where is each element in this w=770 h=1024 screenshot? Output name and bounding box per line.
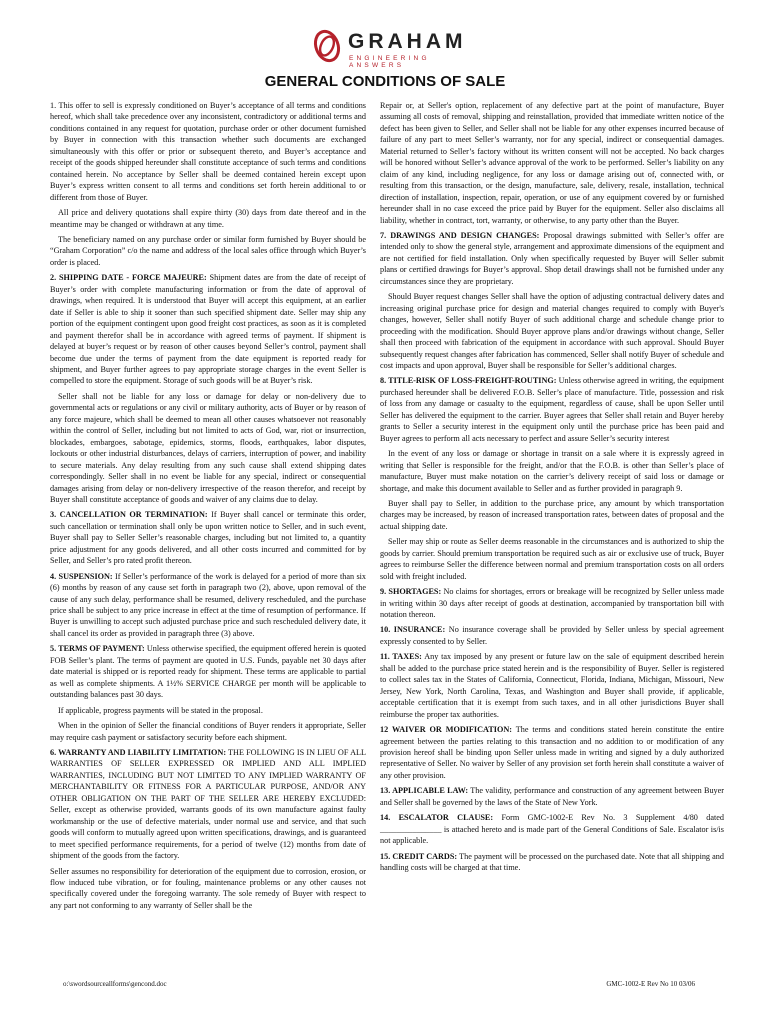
clause-text: No claims for shortages, errors or breakage will be recognized by Seller unless made in writing within 30 days after receipt of goods at destination, accompanied by transportation bill with notation thereon. <box>380 587 724 620</box>
clause-paragraph <box>380 498 724 532</box>
clause-text: Seller may ship or route as Seller deems reasonable in the circumstances and is authorized to ship the goods by carrier. Should premium transportation be required such as air or exclusive use of truck, Buyer agrees to reimburse Seller the difference between normal and premium transportation costs on all orders sold with freight included. <box>380 537 724 581</box>
clause-text: The terms and conditions stated herein constitute the entire agreement between the parties relating to this transaction and no addition to or modification of any provision hereof shall be binding upon Seller unless made in writing and signed by a duly authorized representative of Seller. No waiver by Seller of any provision set forth herein shall constitute a waiver of any other provision. <box>380 725 724 780</box>
clause-paragraph <box>50 391 366 506</box>
clause-text: The beneficiary named on any purchase order or similar form furnished by Buyer should be “Graham Corporation” c/o the name and address of the local sales office through which Buyer’s order is placed. <box>50 234 366 267</box>
clause-heading: 10. INSURANCE: <box>380 625 446 635</box>
clause-text: Any tax imposed by any present or future law on the sale of equipment described herein shall be added to the purchase price stated herein and is the responsibility of Buyer. Seller is registered to collect sales tax in the States of California, Connecticut, Florida, Indiana, Michigan, Missouri, New Jersey, New York, North Carolina, Texas, and Washington and Buyer shall provide, if applicable, acceptable certification that it is exempt from such taxes, and in all other jurisdictions Buyer shall reimburse the proper tax authorities. <box>380 652 724 719</box>
clause-heading: 4. SUSPENSION: <box>50 571 113 581</box>
clause-text: The payment will be processed on the purchased date. Note that all shipping and handling costs will be charged at that time. <box>380 851 724 873</box>
clause-heading: 5. TERMS OF PAYMENT: <box>50 644 145 654</box>
page-title: GENERAL CONDITIONS OF SALE <box>264 73 506 90</box>
clause-text: If Buyer shall cancel or terminate this order, such cancellation or termination shall only be upon written notice to Seller, and in such event, Buyer shall pay to Seller Seller’s reasonable charges, including but not limited to, a quantity price adjustment for any goods delivered, and all other costs incurred and committed for by Seller, and Seller’s pro rated profit thereon. <box>50 510 366 566</box>
clause-paragraph <box>50 234 366 268</box>
clause-heading: 9. SHORTAGES: <box>380 587 442 597</box>
clause-paragraph <box>380 651 724 720</box>
clause-paragraph <box>380 375 724 444</box>
clause-paragraph <box>380 230 724 287</box>
clause-heading: 15. CREDIT CARDS: <box>380 851 458 861</box>
clause-paragraph <box>380 812 724 846</box>
clause-paragraph <box>380 851 724 874</box>
clause-paragraph <box>50 720 366 743</box>
clause-text: Seller shall not be liable for any loss or damage for delay or non-delivery due to governmental acts or regulations or any civil or military authority, acts of Buyer or by reason of any force majeure, which shall be deemed to mean all other causes whatsoever not reasonably within the control of Seller, including but not limited to acts of God, war, riot or insurrection, blockades, embargoes, sabotage, epidemics, storms, floods, earthquakes, labor disputes, lockouts or other industrial disturbances, delays of carriers, interruption of power, and inability to secure materials. Any delay resulting from any such cause shall extend shipping dates correspondingly. Seller shall in no event be liable for any special, indirect or consequential damages arising from delay or non-delivery irrespective of the reason therefor, and receipt by Buyer shall constitute acceptance of goods and waiver of any claims due to delay. <box>50 391 366 504</box>
clause-paragraph <box>50 207 366 230</box>
clause-paragraph <box>380 785 724 808</box>
clause-paragraph <box>380 586 724 620</box>
company-name: GRAHAM <box>348 30 467 53</box>
clause-heading: 12 WAIVER OR MODIFICATION: <box>380 725 512 735</box>
clause-paragraph <box>380 724 724 781</box>
clause-paragraph <box>50 747 366 862</box>
clause-text: Unless otherwise agreed in writing, the equipment purchased hereunder shall be delivered F.O.B. Seller’s place of manufacture. Title, possession and risk of loss from any damage or casualty to the equipment, regardless of cause, shall be upon Seller until Seller has delivered the equipment to the carrier. Buyer agrees that Seller shall retain and Buyer hereby grants to Seller a security interest in the equipment only until the purchase price has been paid and Buyer agrees to perform all acts necessary to perfect and assure Seller’s security interest <box>380 376 724 443</box>
clause-heading: 6. WARRANTY AND LIABILITY LIMITATION: <box>50 748 227 758</box>
clause-paragraph <box>50 272 366 387</box>
clause-text: Repair or, at Seller's option, replacement of any defective part at the point of manufacture, Buyer assuming all costs of removal, shipping and reinstallation, provided that immediate written notice of the defect has been given to Seller, and Seller shall not be liable for any other expenses incurred because of failure of any part to meet Seller’s warranty, nor for any special, indirect or consequential damages. Material returned to Seller’s factory without its written consent will not be accepted. No back charges will be honored without Seller’s advance approval of the work to be performed. Seller’s liability on any claim of any kind, including negligence, for any loss or damage arising out of, connected with, or resulting from this transaction, or the design, manufacture, sale, delivery, resale, installation, technical direction of installation, inspection, repair, operation, or use of any equipment covered by or furnished hereunder shall in no case exceed the price paid by Buyer for the equipment. Seller also disclaims all liability, whether in contract, tort, warranty, or otherwise, to any party other than the Buyer. <box>380 101 724 225</box>
footer-form-number: GMC-1002-E Rev No 10 03/06 <box>606 980 695 988</box>
graham-swirl-icon <box>312 26 342 66</box>
clause-heading: 2. SHIPPING DATE - FORCE MAJEURE: <box>50 273 207 283</box>
clause-text: Form GMC-1002-E Rev No. 3 Supplement 4/80 dated _______________ is attached hereto and is made part of the General Conditions of Sale. Escalator is/is not applicable. <box>380 813 724 846</box>
clause-heading: 13. APPLICABLE LAW: <box>380 786 469 796</box>
clause-heading: 11. TAXES: <box>380 652 422 662</box>
clause-text: When in the opinion of Seller the financial conditions of Buyer renders it appropriate, Seller may require cash payment or satisfactory security before each shipment. <box>50 721 366 742</box>
clause-text: Shipment dates are from the date of receipt of Buyer’s order with complete manufacturing information or from the date of approval of drawings, when required. It is understood that Buyer will accept this equipment, at an earlier date if Seller is able to ship it sooner than such specified shipment date. Seller may ship any portion of the equipment contingent upon good freight cost practices, as soon as it is completed and payment therefor shall be in accordance with agreed terms of payment. If shipment is delayed at buyer’s request or by reason of other causes beyond Seller’s control, payment shall become due under the terms of payment from the date equipment is reported ready for shipment, and Buyer further agrees to pay appropriate storage charges in the event Seller is compelled to store the equipment. Storage of such goods will be at Buyer’s risk. <box>50 273 367 386</box>
clause-paragraph <box>50 509 366 566</box>
clause-text: The validity, performance and construction of any agreement between Buyer and Seller shall be governed by the laws of the State of New York. <box>380 786 724 807</box>
clause-text: If Seller’s performance of the work is delayed for a period of more than six (6) months by reason of any cause set forth in paragraph two (2), above, upon removal of the cause of any such delay, performance shall be resumed, delivery rescheduled, and the purchase price shall be subject to any price increase in effect at the time of resumption of performance. If Buyer is unwilling to accept such adjusted purchase price and such rescheduled delivery date, it shall cancel its order as provided in paragraph three (3) above. <box>50 571 366 638</box>
clause-paragraph <box>380 291 724 371</box>
clause-text: Unless otherwise specified, the equipment offered herein is quoted FOB Seller’s plant. The terms of payment are quoted in U.S. Funds, payable net 30 days after date material is shipped or is reported ready for shipment. These terms are applicable to partial as well as complete shipments. A 1½% SERVICE CHARGE per month will be applicable to outstanding balances past 30 days. <box>50 644 366 700</box>
clause-heading: 14. ESCALATOR CLAUSE: <box>380 813 494 823</box>
company-logo <box>312 22 472 72</box>
clause-heading: 3. CANCELLATION OR TERMINATION: <box>50 510 208 520</box>
clause-text: Should Buyer request changes Seller shall have the option of adjusting contractual delivery dates and increasing original purchase price for design and material changes required to comply with Buyer's changes, however, Seller shall notify Buyer of such additional charge and schedule change prior to proceeding with the modification. Should Buyer approve plans and/or drawings without change, Seller shall then proceed with fabrication of the equipment in accordance with such approval. Should Buyer subsequently request changes after fabrication has commenced, Seller shall notify Buyer of schedule and cost impacts and upon approval, Buyer shall be responsible for Seller’s additional charges. <box>380 292 724 370</box>
left-column <box>50 100 366 915</box>
footer-file-path: o:\swordsourceallforms\gencond.doc <box>63 980 167 988</box>
clause-paragraph <box>50 866 366 912</box>
clause-paragraph <box>380 100 724 226</box>
clause-text: 1. This offer to sell is expressly conditioned on Buyer’s acceptance of all terms and conditions hereof, which shall take precedence over any inconsistent, contradictory or additional terms and conditions contained in any request for quotation, purchase order or other document furnished by Buyer in connection with this transaction whether such documents are exchanged simultaneously with this offer or prior or subsequent thereto, and Buyer’s acceptance and receipt of the goods shipped hereunder shall constitute acceptance of such terms and conditions contained herein. No acceptance by Seller shall be deemed contained herein except upon Buyer’s express written consent to all terms and conditions set forth herein additional to or different from those of Buyer. <box>50 101 366 202</box>
clause-text: Proposal drawings submitted with Seller’s offer are intended only to show the general style, arrangement and approximate dimensions of the equipment and are not certified for field installation. Only when specifically requested by Buyer will Seller submit plans or certified drawings for Buyer’s approval. Shop detail drawings shall not be furnished under any circumstances since they are proprietary. <box>380 230 724 286</box>
clause-text: No insurance coverage shall be provided by Seller unless by special agreement expressly consented to by Seller. <box>380 625 725 646</box>
clause-text: In the event of any loss or damage or shortage in transit on a sale where it is expressly agreed in writing that Seller is responsible for the freight, and/or that the F.O.B. is other than Seller’s place of manufacture, Buyer must make notation on the carrier’s delivery receipt of said loss or damage or shortage, and make this document available to Seller and as further provided in paragraph 9. <box>380 449 724 493</box>
clause-paragraph <box>50 643 366 700</box>
clause-paragraph <box>50 100 366 203</box>
clause-paragraph <box>380 536 724 582</box>
company-tagline: ENGINEERING ANSWERS <box>349 55 430 69</box>
clause-paragraph <box>50 571 366 640</box>
right-column <box>380 100 724 878</box>
clause-heading: 8. TITLE-RISK OF LOSS-FREIGHT-ROUTING: <box>380 376 557 386</box>
clause-paragraph <box>380 448 724 494</box>
clause-heading: 7. DRAWINGS AND DESIGN CHANGES: <box>380 230 540 240</box>
clause-text: Seller assumes no responsibility for deterioration of the equipment due to corrosion, erosion, or flow induced tube vibration, or for fouling, maintenance problems or any other causes not specifically covered under the foregoing warranty. The sole remedy of Buyer with respect to any part not conforming to any warranty of Seller shall be the <box>50 866 366 910</box>
clause-paragraph <box>380 624 724 647</box>
clause-text: Buyer shall pay to Seller, in addition to the purchase price, any amount by which transportation charges may be increased, by reason of increased transportation rates, between dates of proposal and the actual shipping date. <box>380 498 724 531</box>
clause-text: If applicable, progress payments will be stated in the proposal. <box>58 705 263 715</box>
clause-text: All price and delivery quotations shall expire thirty (30) days from date thereof and in the meantime may be changed or withdrawn at any time. <box>50 208 366 229</box>
clause-paragraph <box>50 705 366 716</box>
clause-text: THE FOLLOWING IS IN LIEU OF ALL WARRANTIES OF SELLER EXPRESSED OR IMPLIED AND ALL IMPLIED WARRANTIES, INCLUDING BUT NOT LIMITED TO ANY IMPLIED WARRANTY OF MERCHANTABILITY OR FITNESS FOR A PARTICULAR PURPOSE, AND/OR ANY OTHER OBLIGATION ON THE PART OF THE SELLER ARE HEREBY EXCLUDED: Seller, except as otherwise provided, warrants goods of its own manufacture against faulty workmanship or the use of defective materials, under normal use and service, and that such goods will conform to mutually agreed upon written specifications, drawings, and is guaranteed to meet specified performance requirements, for a period of twelve (12) months from date of shipment of the goods from the factory. <box>50 748 366 861</box>
